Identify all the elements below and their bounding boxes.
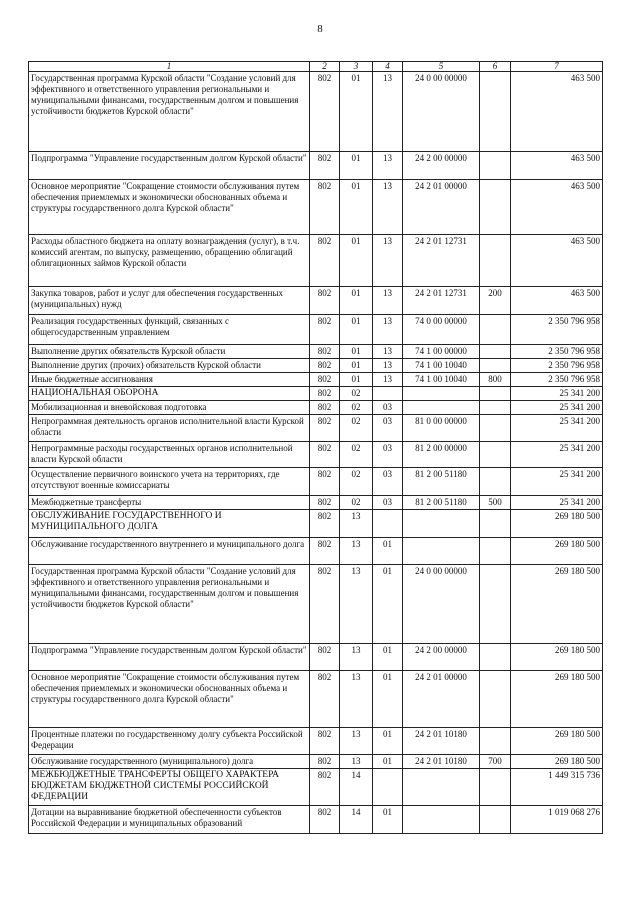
ministry-code: 802 — [310, 72, 340, 152]
target-article-code — [403, 401, 480, 415]
amount: 2 350 796 958 — [511, 315, 603, 345]
expense-type-code — [480, 806, 511, 834]
subsection-code — [373, 769, 403, 806]
section-code: 01 — [340, 373, 373, 387]
section-code: 14 — [340, 769, 373, 806]
expense-type-code — [480, 180, 511, 235]
subsection-code: 13 — [373, 287, 403, 315]
target-article-code: 24 2 01 10180 — [403, 728, 480, 755]
subsection-code: 03 — [373, 468, 403, 496]
ministry-code: 802 — [310, 769, 340, 806]
row-name: Дотации на выравнивание бюджетной обеспеченности субъектов Российской Федерации и муниципальных образований — [29, 806, 310, 834]
target-article-code: 24 2 01 00000 — [403, 671, 480, 728]
subsection-code: 13 — [373, 315, 403, 345]
row-name: Государственная программа Курской области "Создание условий для эффективного и ответственного управления региональными и муниципальными финансами, государственным долгом и повышения устойчивости бюджетов Курской области" — [29, 565, 310, 644]
subsection-code: 13 — [373, 345, 403, 359]
amount: 25 341 200 — [511, 401, 603, 415]
row-name: ОБСЛУЖИВАНИЕ ГОСУДАРСТВЕННОГО И МУНИЦИПАЛЬНОГО ДОЛГА — [29, 510, 310, 538]
table-row — [29, 373, 603, 387]
amount: 25 341 200 — [511, 496, 603, 510]
amount: 2 350 796 958 — [511, 373, 603, 387]
subsection-code: 03 — [373, 415, 403, 442]
section-code: 01 — [340, 345, 373, 359]
table-row — [29, 387, 603, 401]
amount: 463 500 — [511, 287, 603, 315]
subsection-code: 01 — [373, 644, 403, 671]
row-name: МЕЖБЮДЖЕТНЫЕ ТРАНСФЕРТЫ ОБЩЕГО ХАРАКТЕРА БЮДЖЕТАМ БЮДЖЕТНОЙ СИСТЕМЫ РОССИЙСКОЙ ФЕДЕРАЦИИ — [29, 769, 310, 806]
table-row — [29, 359, 603, 373]
subsection-code: 01 — [373, 565, 403, 644]
subsection-code: 01 — [373, 755, 403, 769]
ministry-code: 802 — [310, 671, 340, 728]
section-code: 13 — [340, 510, 373, 538]
row-name: Подпрограмма "Управление государственным долгом Курской области" — [29, 644, 310, 671]
subsection-code: 13 — [373, 235, 403, 287]
section-code: 13 — [340, 565, 373, 644]
amount: 1 019 068 276 — [511, 806, 603, 834]
row-name: Основное мероприятие "Сокращение стоимости обслуживания путем обеспечения приемлемых и экономически обоснованных объема и структуры государственного долга Курской области" — [29, 180, 310, 235]
ministry-code: 802 — [310, 806, 340, 834]
row-name: Обслуживание государственного (муниципального) долга — [29, 755, 310, 769]
ministry-code: 802 — [310, 401, 340, 415]
table-row — [29, 415, 603, 442]
column-number: 4 — [373, 62, 403, 72]
target-article-code — [403, 510, 480, 538]
budget-table — [28, 61, 603, 834]
subsection-code: 01 — [373, 728, 403, 755]
section-code: 01 — [340, 152, 373, 180]
target-article-code: 74 1 00 00000 — [403, 345, 480, 359]
section-code: 14 — [340, 806, 373, 834]
table-row — [29, 401, 603, 415]
ministry-code: 802 — [310, 180, 340, 235]
row-name: Выполнение других (прочих) обязательств Курской области — [29, 359, 310, 373]
table-row — [29, 496, 603, 510]
table-row — [29, 72, 603, 152]
ministry-code: 802 — [310, 287, 340, 315]
amount: 269 180 500 — [511, 671, 603, 728]
table-row — [29, 565, 603, 644]
amount: 269 180 500 — [511, 538, 603, 565]
ministry-code: 802 — [310, 565, 340, 644]
column-number: 6 — [480, 62, 511, 72]
ministry-code: 802 — [310, 755, 340, 769]
expense-type-code — [480, 345, 511, 359]
section-code: 02 — [340, 401, 373, 415]
column-number: 5 — [403, 62, 480, 72]
column-number: 1 — [29, 62, 310, 72]
ministry-code: 802 — [310, 644, 340, 671]
table-row — [29, 287, 603, 315]
expense-type-code — [480, 387, 511, 401]
ministry-code: 802 — [310, 235, 340, 287]
subsection-code — [373, 387, 403, 401]
target-article-code — [403, 538, 480, 565]
subsection-code: 01 — [373, 538, 403, 565]
ministry-code: 802 — [310, 359, 340, 373]
expense-type-code: 800 — [480, 373, 511, 387]
expense-type-code — [480, 644, 511, 671]
subsection-code: 01 — [373, 671, 403, 728]
ministry-code: 802 — [310, 373, 340, 387]
expense-type-code — [480, 728, 511, 755]
subsection-code — [373, 510, 403, 538]
table-row — [29, 755, 603, 769]
ministry-code: 802 — [310, 152, 340, 180]
row-name: Расходы областного бюджета на оплату вознаграждения (услуг), в т.ч. комиссий агентам, по выпуску, размещению, обращению облигаций облигационных займов Курской области — [29, 235, 310, 287]
amount: 463 500 — [511, 235, 603, 287]
page-number: 8 — [317, 23, 323, 35]
ministry-code: 802 — [310, 315, 340, 345]
subsection-code: 13 — [373, 180, 403, 235]
table-row — [29, 468, 603, 496]
section-code: 02 — [340, 496, 373, 510]
table-row — [29, 806, 603, 834]
expense-type-code — [480, 565, 511, 644]
amount: 25 341 200 — [511, 468, 603, 496]
target-article-code: 24 0 00 00000 — [403, 565, 480, 644]
table-body — [29, 72, 603, 834]
target-article-code: 24 2 00 00000 — [403, 644, 480, 671]
expense-type-code — [480, 442, 511, 468]
table-row — [29, 315, 603, 345]
table-row — [29, 235, 603, 287]
row-name: Мобилизационная и вневойсковая подготовка — [29, 401, 310, 415]
table-row — [29, 671, 603, 728]
expense-type-code — [480, 510, 511, 538]
table-row — [29, 538, 603, 565]
table-row — [29, 728, 603, 755]
subsection-code: 03 — [373, 401, 403, 415]
section-code: 02 — [340, 442, 373, 468]
section-code: 01 — [340, 287, 373, 315]
section-code: 01 — [340, 72, 373, 152]
expense-type-code — [480, 769, 511, 806]
expense-type-code — [480, 235, 511, 287]
expense-type-code — [480, 671, 511, 728]
target-article-code: 81 2 00 51180 — [403, 496, 480, 510]
column-number: 3 — [340, 62, 373, 72]
section-code: 13 — [340, 538, 373, 565]
ministry-code: 802 — [310, 728, 340, 755]
target-article-code: 74 0 00 00000 — [403, 315, 480, 345]
section-code: 13 — [340, 755, 373, 769]
section-code: 13 — [340, 644, 373, 671]
target-article-code — [403, 769, 480, 806]
amount: 25 341 200 — [511, 442, 603, 468]
subsection-code: 13 — [373, 72, 403, 152]
section-code: 13 — [340, 728, 373, 755]
table-row — [29, 180, 603, 235]
table-row — [29, 644, 603, 671]
expense-type-code: 500 — [480, 496, 511, 510]
target-article-code: 81 2 00 51180 — [403, 468, 480, 496]
column-number: 2 — [310, 62, 340, 72]
expense-type-code — [480, 468, 511, 496]
target-article-code: 24 2 01 12731 — [403, 287, 480, 315]
row-name: Государственная программа Курской области "Создание условий для эффективного и ответственного управления региональными и муниципальными финансами, государственным долгом и повышения устойчивости бюджетов Курской области" — [29, 72, 310, 152]
subsection-code: 03 — [373, 496, 403, 510]
table-row — [29, 152, 603, 180]
section-code: 02 — [340, 468, 373, 496]
ministry-code: 802 — [310, 442, 340, 468]
subsection-code: 03 — [373, 442, 403, 468]
ministry-code: 802 — [310, 496, 340, 510]
amount: 269 180 500 — [511, 755, 603, 769]
target-article-code: 24 0 00 00000 — [403, 72, 480, 152]
row-name: Реализация государственных функций, связанных с общегосударственным управлением — [29, 315, 310, 345]
expense-type-code: 200 — [480, 287, 511, 315]
row-name: Выполнение других обязательств Курской области — [29, 345, 310, 359]
amount: 2 350 796 958 — [511, 359, 603, 373]
target-article-code: 81 2 00 00000 — [403, 442, 480, 468]
section-code: 02 — [340, 415, 373, 442]
section-code: 13 — [340, 671, 373, 728]
expense-type-code — [480, 359, 511, 373]
ministry-code: 802 — [310, 510, 340, 538]
amount: 25 341 200 — [511, 387, 603, 401]
table-row — [29, 769, 603, 806]
target-article-code — [403, 806, 480, 834]
row-name: Осуществление первичного воинского учета на территориях, где отсутствуют военные комиссариаты — [29, 468, 310, 496]
expense-type-code: 700 — [480, 755, 511, 769]
expense-type-code — [480, 315, 511, 345]
section-code: 02 — [340, 387, 373, 401]
column-number-row — [29, 62, 603, 72]
section-code: 01 — [340, 315, 373, 345]
row-name: Закупка товаров, работ и услуг для обеспечения государственных (муниципальных) нужд — [29, 287, 310, 315]
subsection-code: 01 — [373, 806, 403, 834]
amount: 269 180 500 — [511, 644, 603, 671]
target-article-code: 24 2 01 12731 — [403, 235, 480, 287]
row-name: Подпрограмма "Управление государственным долгом Курской области" — [29, 152, 310, 180]
subsection-code: 13 — [373, 152, 403, 180]
amount: 269 180 500 — [511, 510, 603, 538]
amount: 269 180 500 — [511, 565, 603, 644]
row-name: Иные бюджетные ассигнования — [29, 373, 310, 387]
amount: 25 341 200 — [511, 415, 603, 442]
row-name: НАЦИОНАЛЬНАЯ ОБОРОНА — [29, 387, 310, 401]
row-name: Основное мероприятие "Сокращение стоимости обслуживания путем обеспечения приемлемых и экономически обоснованных объема и структуры государственного долга Курской области" — [29, 671, 310, 728]
expense-type-code — [480, 538, 511, 565]
column-number: 7 — [511, 62, 603, 72]
table-row — [29, 442, 603, 468]
target-article-code: 24 2 01 00000 — [403, 180, 480, 235]
amount: 1 449 315 736 — [511, 769, 603, 806]
target-article-code: 24 2 01 10180 — [403, 755, 480, 769]
row-name: Непрограммная деятельность органов исполнительной власти Курской области — [29, 415, 310, 442]
section-code: 01 — [340, 180, 373, 235]
amount: 463 500 — [511, 180, 603, 235]
amount: 2 350 796 958 — [511, 345, 603, 359]
amount: 269 180 500 — [511, 728, 603, 755]
section-code: 01 — [340, 359, 373, 373]
ministry-code: 802 — [310, 387, 340, 401]
target-article-code: 74 1 00 10040 — [403, 359, 480, 373]
section-code: 01 — [340, 235, 373, 287]
row-name: Обслуживание государственного внутреннего и муниципального долга — [29, 538, 310, 565]
row-name: Непрограммные расходы государственных органов исполнительной власти Курской области — [29, 442, 310, 468]
target-article-code — [403, 387, 480, 401]
ministry-code: 802 — [310, 538, 340, 565]
expense-type-code — [480, 72, 511, 152]
expense-type-code — [480, 415, 511, 442]
expense-type-code — [480, 401, 511, 415]
subsection-code: 13 — [373, 359, 403, 373]
ministry-code: 802 — [310, 345, 340, 359]
target-article-code: 74 1 00 10040 — [403, 373, 480, 387]
amount: 463 500 — [511, 152, 603, 180]
ministry-code: 802 — [310, 415, 340, 442]
row-name: Процентные платежи по государственному долгу субъекта Российской Федерации — [29, 728, 310, 755]
ministry-code: 802 — [310, 468, 340, 496]
expense-type-code — [480, 152, 511, 180]
amount: 463 500 — [511, 72, 603, 152]
table-row — [29, 510, 603, 538]
target-article-code: 24 2 00 00000 — [403, 152, 480, 180]
subsection-code: 13 — [373, 373, 403, 387]
target-article-code: 81 0 00 00000 — [403, 415, 480, 442]
row-name: Межбюджетные трансферты — [29, 496, 310, 510]
table-row — [29, 345, 603, 359]
